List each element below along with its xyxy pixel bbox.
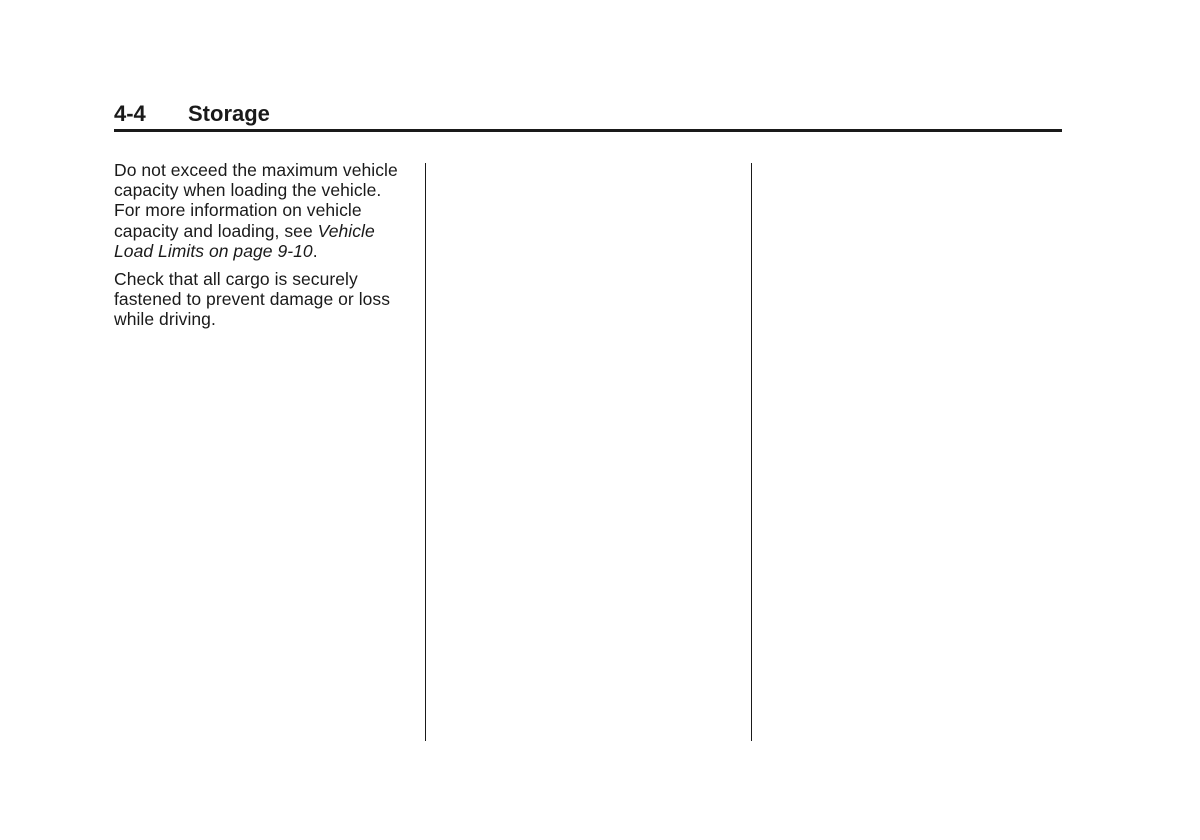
section-title: Storage [188, 101, 270, 126]
text-line: Check that all cargo is securely [114, 269, 358, 290]
paragraph-secure-cargo [114, 269, 414, 330]
text-column-left [114, 160, 414, 338]
text-line: For more information on vehicle [114, 200, 362, 221]
paragraph-load-capacity [114, 160, 414, 261]
page-header [114, 100, 1062, 132]
text-line: Do not exceed the maximum vehicle [114, 160, 398, 180]
cross-reference-link[interactable]: Load Limits on page 9-10 [114, 240, 313, 261]
cross-reference-link[interactable]: Vehicle [317, 220, 375, 241]
column-divider [751, 163, 752, 741]
page-number: 4-4 [114, 101, 146, 126]
text-line: capacity when loading the vehicle. [114, 180, 382, 201]
text-line: . [312, 240, 318, 261]
column-divider [425, 163, 426, 741]
text-line: capacity and loading, see [114, 220, 318, 241]
text-line: while driving. [114, 309, 216, 330]
text-line: fastened to prevent damage or loss [114, 289, 391, 310]
